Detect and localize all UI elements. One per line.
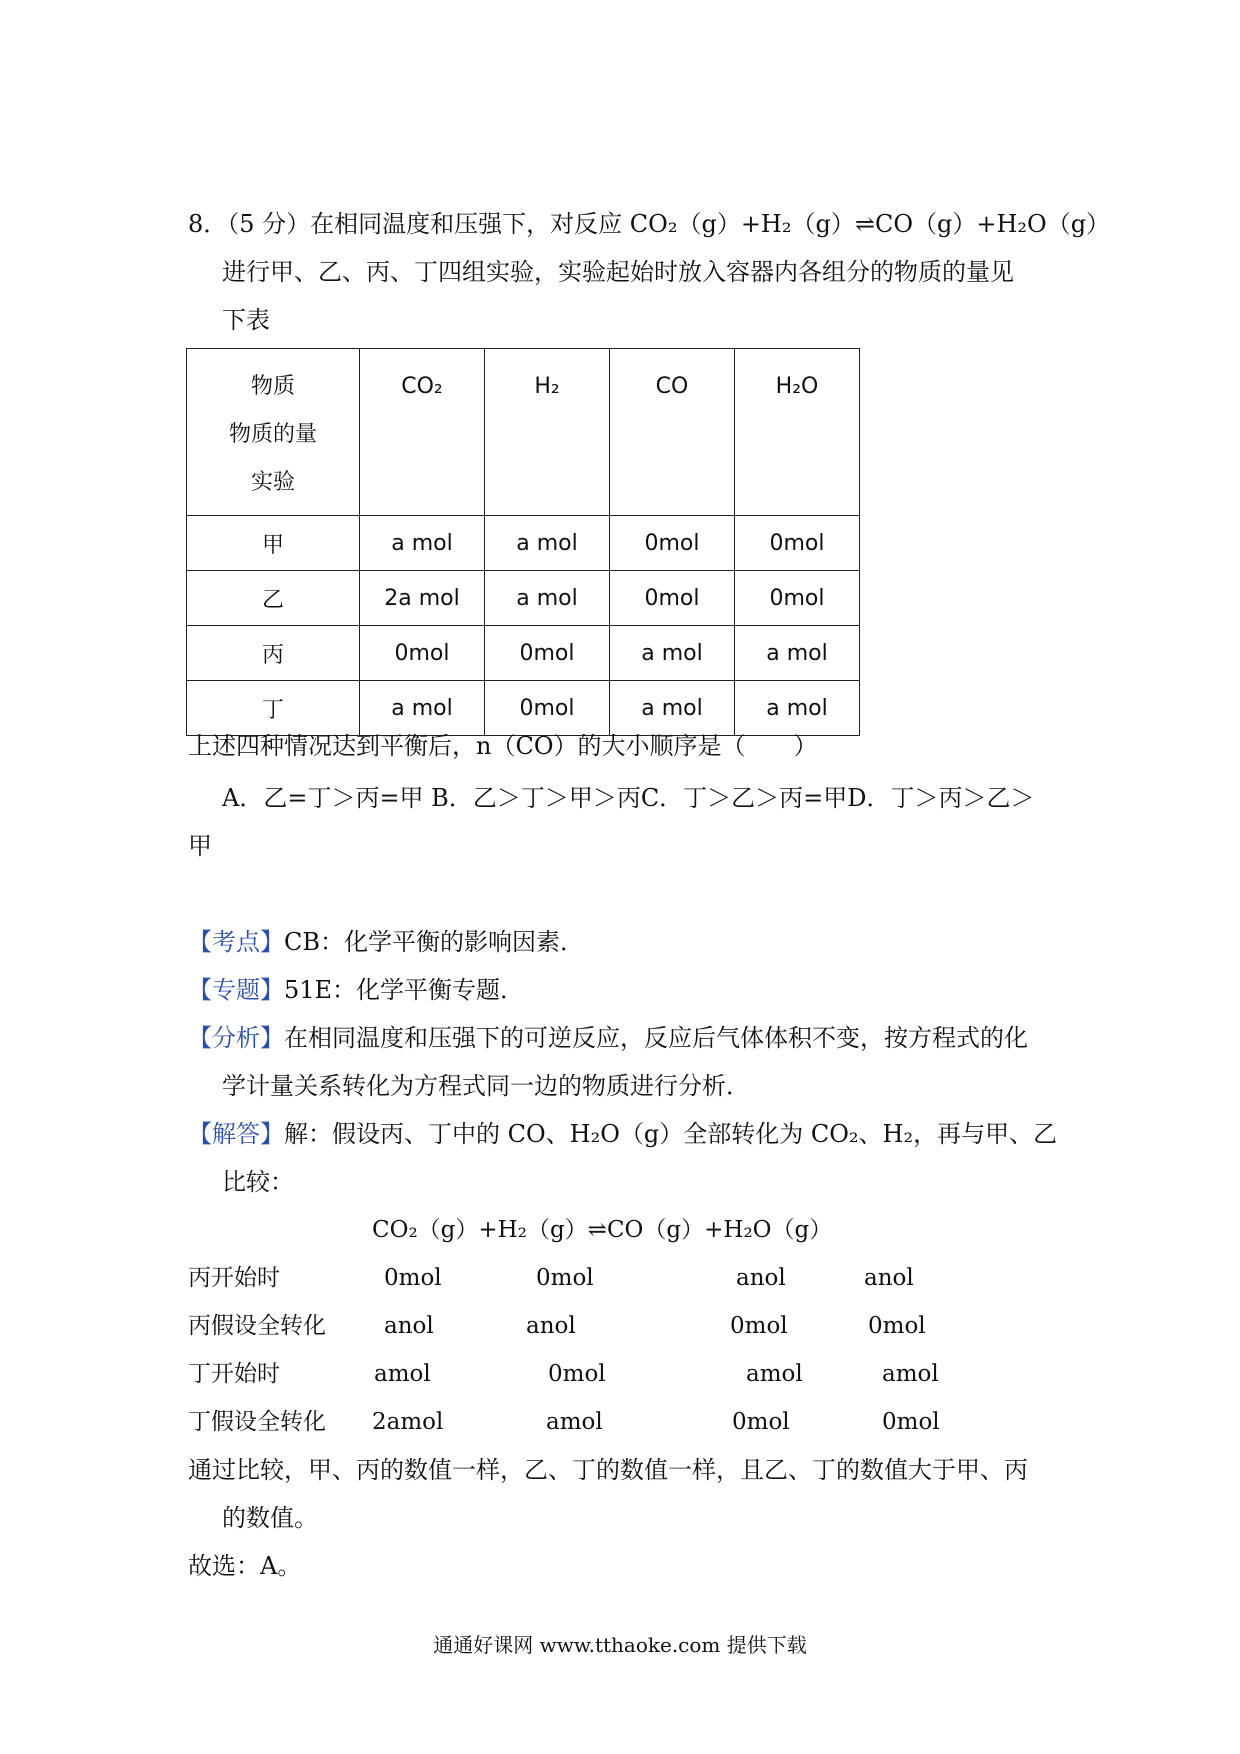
table-cell: 0mol bbox=[735, 571, 860, 626]
corner-label-amount: 物质的量 bbox=[228, 422, 317, 447]
table-row bbox=[187, 626, 860, 681]
calc-cell: amol bbox=[546, 1409, 603, 1435]
table-cell: a mol bbox=[360, 516, 485, 571]
table-cell: a mol bbox=[735, 681, 860, 736]
table-cell: a mol bbox=[360, 681, 485, 736]
calc-cell: amol bbox=[746, 1361, 803, 1387]
column-header-h2: H₂ bbox=[485, 349, 610, 516]
table-cell: a mol bbox=[610, 626, 735, 681]
question-line-1: 8．（5 分）在相同温度和压强下，对反应 CO₂（g）+H₂（g）⇌CO（g）+H₂O（g） bbox=[188, 210, 1111, 238]
zhuanti-tag: 【专题】 bbox=[188, 976, 284, 1004]
answer-options: A．乙=丁＞丙=甲 B．乙＞丁＞甲＞丙C．丁＞乙＞丙=甲D．丁＞丙＞乙＞ bbox=[222, 784, 1035, 812]
table-header-corner bbox=[187, 349, 360, 516]
jieda-line-2: 比较： bbox=[222, 1168, 294, 1196]
table-cell: 0mol bbox=[360, 626, 485, 681]
fenxi-line-2: 学计量关系转化为方程式同一边的物质进行分析． bbox=[222, 1072, 750, 1100]
zhuanti-line bbox=[188, 974, 524, 1006]
row-label: 甲 bbox=[187, 516, 360, 571]
calc-cell: 0mol bbox=[730, 1313, 788, 1339]
row-label: 丁 bbox=[187, 681, 360, 736]
table-cell: 0mol bbox=[610, 571, 735, 626]
column-header-co: CO bbox=[610, 349, 735, 516]
kaodian-tag: 【考点】 bbox=[188, 928, 284, 956]
kaodian-line bbox=[188, 926, 584, 958]
calc-cell: anol bbox=[526, 1313, 576, 1339]
fenxi-line bbox=[188, 1022, 1028, 1054]
row-label: 丙 bbox=[187, 626, 360, 681]
calc-cell: 0mol bbox=[732, 1409, 790, 1435]
column-header-co2: CO₂ bbox=[360, 349, 485, 516]
table-cell: 0mol bbox=[485, 626, 610, 681]
calc-cell: 0mol bbox=[868, 1313, 926, 1339]
calc-row-label: 丙开始时 bbox=[188, 1265, 280, 1291]
question-prompt: 上述四种情况达到平衡后，n（CO）的大小顺序是（ ） bbox=[188, 732, 818, 760]
jieda-text: 解：假设丙、丁中的 CO、H₂O（g）全部转化为 CO₂、H₂，再与甲、乙 bbox=[284, 1120, 1058, 1148]
table-row bbox=[187, 681, 860, 736]
corner-label-substance: 物质 bbox=[250, 374, 295, 399]
final-answer: 故选：A。 bbox=[188, 1552, 302, 1580]
table-row bbox=[187, 571, 860, 626]
table-cell: 0mol bbox=[610, 516, 735, 571]
conclusion-line-2: 的数值。 bbox=[222, 1504, 318, 1532]
experiment-table bbox=[186, 348, 860, 736]
calc-cell: 0mol bbox=[548, 1361, 606, 1387]
table-row bbox=[187, 516, 860, 571]
table-cell: 2a mol bbox=[360, 571, 485, 626]
calc-row-label: 丁开始时 bbox=[188, 1361, 280, 1387]
calc-row-label: 丁假设全转化 bbox=[188, 1409, 326, 1435]
column-header-h2o: H₂O bbox=[735, 349, 860, 516]
reaction-equation: CO₂（g）+H₂（g）⇌CO（g）+H₂O（g） bbox=[372, 1217, 833, 1243]
calc-row-label: 丙假设全转化 bbox=[188, 1313, 326, 1339]
jieda-tag: 【解答】 bbox=[188, 1120, 284, 1148]
answer-options-continued: 甲 bbox=[188, 832, 212, 860]
jieda-line bbox=[188, 1118, 1057, 1150]
calc-cell: 0mol bbox=[536, 1265, 594, 1291]
table-cell: a mol bbox=[485, 516, 610, 571]
calc-cell: anol bbox=[384, 1313, 434, 1339]
fenxi-text: 在相同温度和压强下的可逆反应，反应后气体体积不变，按方程式的化 bbox=[284, 1024, 1028, 1052]
table-cell: 0mol bbox=[485, 681, 610, 736]
zhuanti-text: 51E：化学平衡专题． bbox=[284, 976, 525, 1004]
calc-cell: anol bbox=[864, 1265, 914, 1291]
table-header-row bbox=[187, 349, 860, 516]
page-footer: 通通好课网 www.tthaoke.com 提供下载 bbox=[433, 1633, 807, 1657]
table-cell: a mol bbox=[735, 626, 860, 681]
calc-cell: 0mol bbox=[384, 1265, 442, 1291]
calc-cell: anol bbox=[736, 1265, 786, 1291]
question-line-3: 下表 bbox=[222, 306, 270, 334]
calc-cell: 2amol bbox=[372, 1409, 444, 1435]
fenxi-tag: 【分析】 bbox=[188, 1024, 284, 1052]
row-label: 乙 bbox=[187, 571, 360, 626]
kaodian-text: CB：化学平衡的影响因素． bbox=[284, 928, 584, 956]
question-line-2: 进行甲、乙、丙、丁四组实验，实验起始时放入容器内各组分的物质的量见 bbox=[222, 258, 1014, 286]
calc-cell: amol bbox=[882, 1361, 939, 1387]
calc-cell: amol bbox=[374, 1361, 431, 1387]
table-cell: 0mol bbox=[735, 516, 860, 571]
table-cell: a mol bbox=[485, 571, 610, 626]
calc-cell: 0mol bbox=[882, 1409, 940, 1435]
corner-label-experiment: 实验 bbox=[250, 470, 295, 495]
table-cell: a mol bbox=[610, 681, 735, 736]
conclusion-line-1: 通过比较，甲、丙的数值一样，乙、丁的数值一样，且乙、丁的数值大于甲、丙 bbox=[188, 1456, 1028, 1484]
